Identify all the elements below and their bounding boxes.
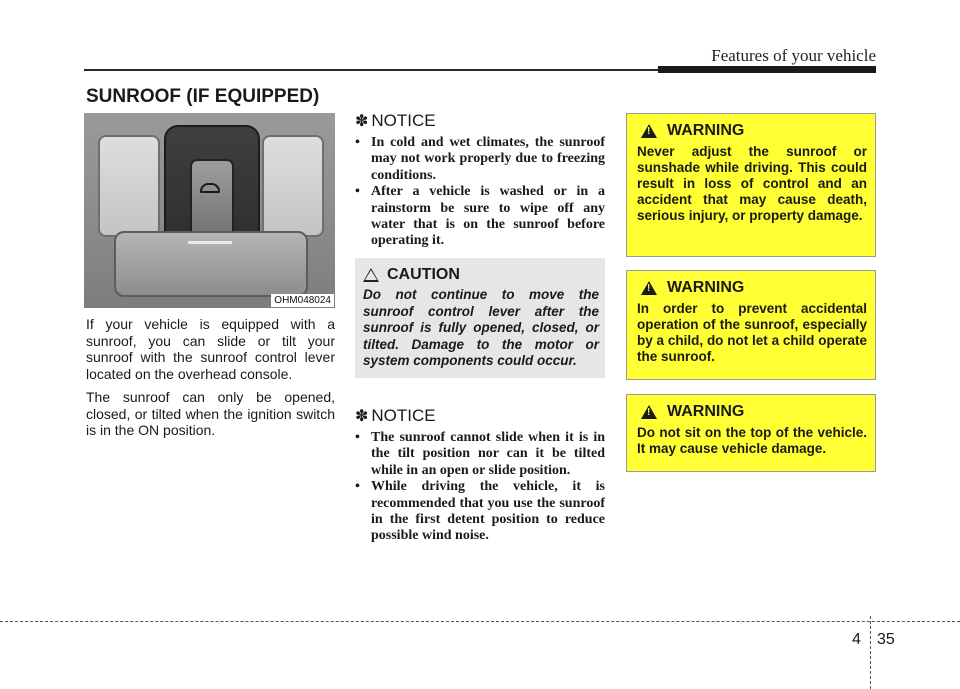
notice-item: • The sunroof cannot slide when it is in the tilt position nor can it be tilted while in an open or slide position. [355, 430, 605, 479]
notice-title-text: NOTICE [371, 406, 436, 425]
caution-triangle-icon [363, 268, 379, 282]
body-paragraph-2: The sunroof can only be opened, closed, or tilted when the ignition switch is in the ON position. [86, 389, 335, 438]
notice-title [355, 406, 605, 426]
warning-triangle-icon [641, 281, 657, 295]
warning-text: Never adjust the sunroof or sunshade while driving. This could result in loss of control and an accident that may cause death, serious injury, or property damage. [637, 144, 867, 223]
warning-title: WARNING [667, 403, 745, 420]
notice-cold-climate [355, 111, 605, 250]
warning-title: WARNING [667, 122, 745, 139]
chapter-number: 4 [852, 631, 861, 648]
warning-title: WARNING [667, 279, 745, 296]
sunroof-icon [200, 183, 220, 193]
warning-text: Do not sit on the top of the vehicle. It may cause vehicle damage. [637, 425, 867, 456]
page-number: 35 [877, 631, 895, 648]
warning-box-sit [626, 394, 876, 472]
header-title: Features of your vehicle [711, 46, 876, 65]
body-paragraph-1: If your vehicle is equipped with a sunroof, you can slide or tilt your sunroof with the sunroof control lever located on the overhead console. [86, 316, 335, 382]
warning-box-adjust [626, 113, 876, 257]
notice-title-text: NOTICE [371, 111, 436, 130]
header-rule-accent [658, 66, 876, 73]
notice-item: • In cold and wet climates, the sunroof may not work properly due to freezing conditions. [355, 135, 605, 184]
notice-star-icon: ✽ [355, 408, 369, 425]
section-title: SUNROOF (IF EQUIPPED) [86, 86, 320, 107]
caution-text: Do not continue to move the sunroof control lever after the sunroof is fully opened, closed, or tilted. Damage to the motor or system components could occur. [363, 287, 599, 368]
caution-box [355, 258, 605, 378]
warning-text: In order to prevent accidental operation of the sunroof, especially by a child, do not let a child operate the sunroof. [637, 301, 867, 364]
map-lamp-right [262, 135, 324, 237]
warning-triangle-icon [641, 405, 657, 419]
footer-rule [0, 621, 960, 622]
notice-item: • While driving the vehicle, it is recommended that you use the sunroof in the first detent position to reduce possible wind noise. [355, 479, 605, 545]
notice-slide-tilt [355, 406, 605, 545]
notice-item: • After a vehicle is washed or in a rainstorm be sure to wipe off any water that is on the sunroof before operating it. [355, 184, 605, 250]
warning-box-child [626, 270, 876, 380]
warning-triangle-icon [641, 124, 657, 138]
map-lamp-left [98, 135, 160, 237]
notice-title [355, 111, 605, 131]
notice-star-icon: ✽ [355, 113, 369, 130]
photo-code: OHM048024 [271, 294, 334, 307]
overhead-console-photo [84, 113, 335, 308]
caution-title: CAUTION [387, 266, 460, 283]
page-number-separator [870, 616, 871, 689]
tray-slot [188, 241, 232, 244]
